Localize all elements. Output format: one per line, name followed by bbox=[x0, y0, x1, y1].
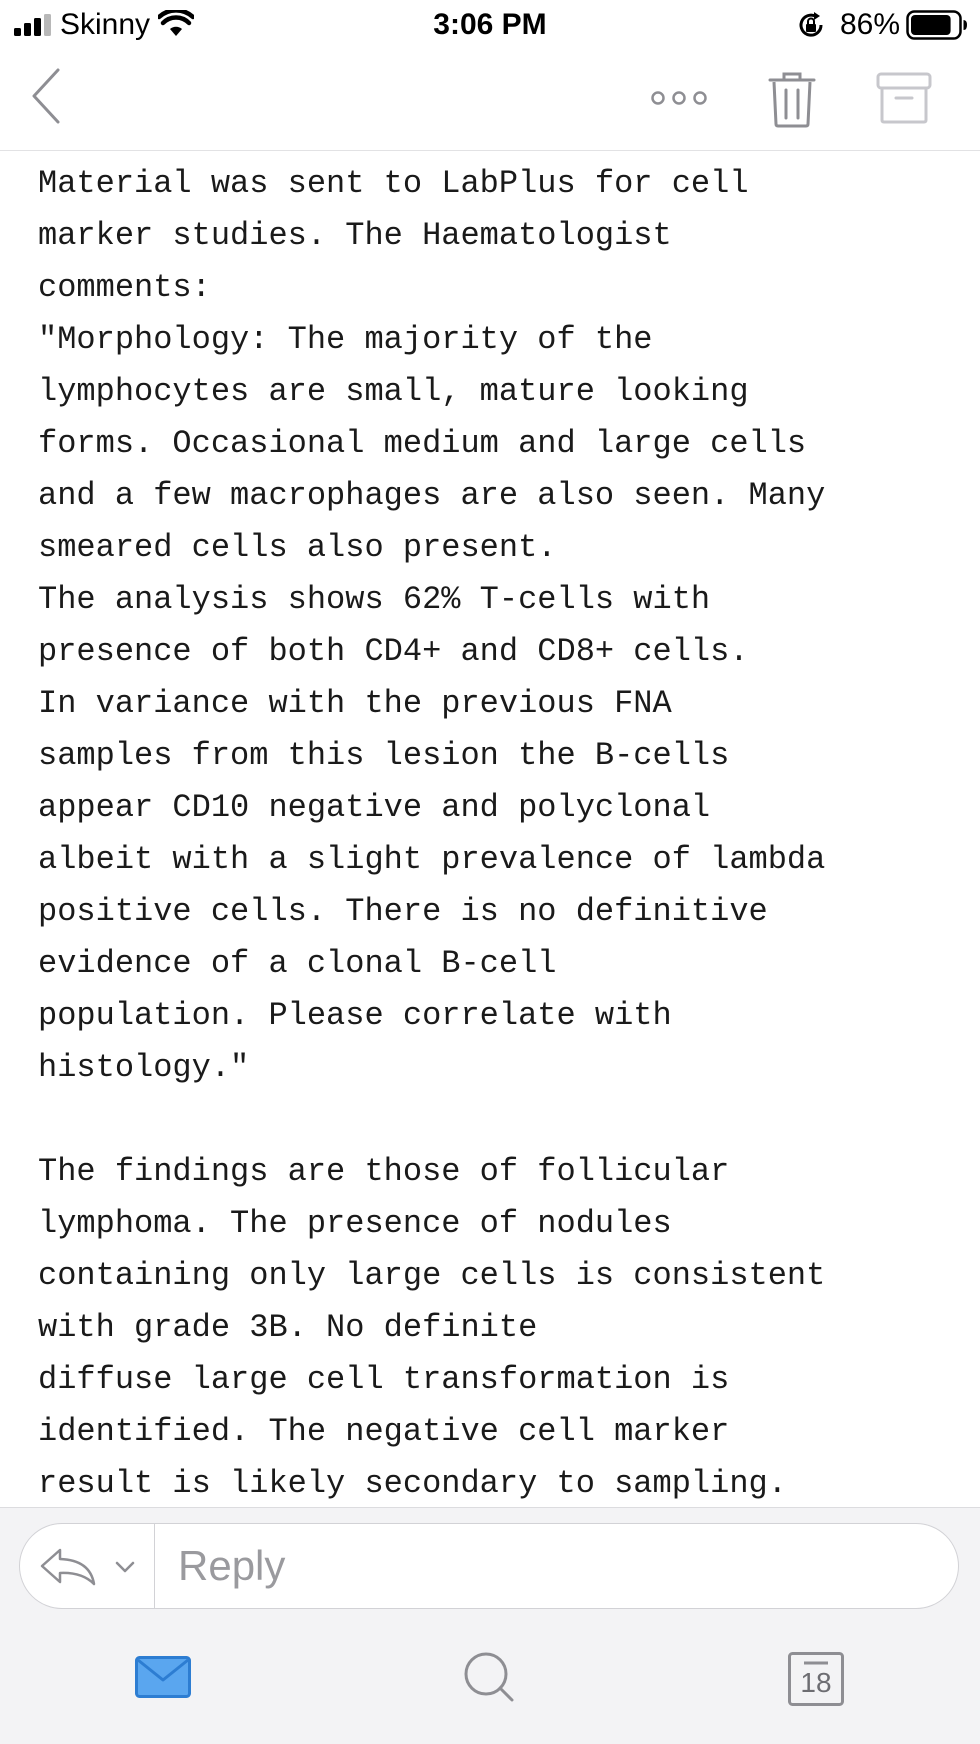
trash-icon[interactable] bbox=[766, 70, 818, 128]
message-line: The findings are those of follicular bbox=[38, 1153, 730, 1190]
message-line: marker studies. The Haematologist bbox=[38, 217, 672, 254]
battery-icon bbox=[906, 10, 968, 40]
chevron-down-icon bbox=[114, 1560, 136, 1574]
message-line: In variance with the previous FNA bbox=[38, 685, 672, 722]
message-line: smeared cells also present. bbox=[38, 529, 557, 566]
reply-arrow-icon bbox=[38, 1546, 98, 1588]
message-line: with grade 3B. No definite bbox=[38, 1309, 538, 1346]
bottom-area bbox=[0, 1507, 980, 1744]
message-line: The analysis shows 62% T-cells with bbox=[38, 581, 711, 618]
message-body bbox=[38, 158, 968, 1503]
carrier-name: Skinny bbox=[60, 8, 151, 41]
message-line: comments: bbox=[38, 269, 211, 306]
mail-icon[interactable] bbox=[135, 1656, 191, 1698]
archive-icon[interactable] bbox=[876, 72, 932, 124]
reply-input[interactable]: Reply bbox=[178, 1542, 286, 1589]
rotation-lock-icon bbox=[796, 10, 826, 40]
message-line: Material was sent to LabPlus for cell bbox=[38, 165, 749, 202]
reply-options-button[interactable] bbox=[20, 1524, 155, 1608]
message-line: lymphocytes are small, mature looking bbox=[38, 373, 749, 410]
search-icon[interactable] bbox=[462, 1650, 518, 1706]
calendar-icon[interactable] bbox=[788, 1652, 844, 1706]
message-line: "Morphology: The majority of the bbox=[38, 321, 653, 358]
message-toolbar bbox=[0, 50, 980, 151]
message-line: population. Please correlate with bbox=[38, 997, 672, 1034]
status-bar bbox=[0, 0, 980, 50]
message-line: presence of both CD4+ and CD8+ cells. bbox=[38, 633, 749, 670]
message-line: evidence of a clonal B-cell bbox=[38, 945, 557, 982]
message-line: lymphoma. The presence of nodules bbox=[38, 1205, 672, 1242]
status-time: 3:06 PM bbox=[433, 8, 547, 41]
more-options-icon[interactable] bbox=[650, 88, 708, 108]
message-line: forms. Occasional medium and large cells bbox=[38, 425, 807, 462]
reply-bar[interactable] bbox=[19, 1523, 959, 1609]
message-line: histology." bbox=[38, 1049, 250, 1086]
message-line: positive cells. There is no definitive bbox=[38, 893, 768, 930]
battery-percent: 86% bbox=[840, 8, 901, 41]
message-line: appear CD10 negative and polyclonal bbox=[38, 789, 711, 826]
message-line: albeit with a slight prevalence of lambda bbox=[38, 841, 826, 878]
message-line: containing only large cells is consistent bbox=[38, 1257, 826, 1294]
message-line: identified. The negative cell marker bbox=[38, 1413, 730, 1450]
message-line: samples from this lesion the B-cells bbox=[38, 737, 730, 774]
message-line: result is likely secondary to sampling. bbox=[38, 1465, 787, 1502]
message-line bbox=[38, 1094, 968, 1146]
message-line: and a few macrophages are also seen. Many bbox=[38, 477, 826, 514]
back-chevron-icon[interactable] bbox=[30, 66, 64, 126]
message-line: diffuse large cell transformation is bbox=[38, 1361, 730, 1398]
calendar-day-number: 18 bbox=[800, 1667, 832, 1698]
